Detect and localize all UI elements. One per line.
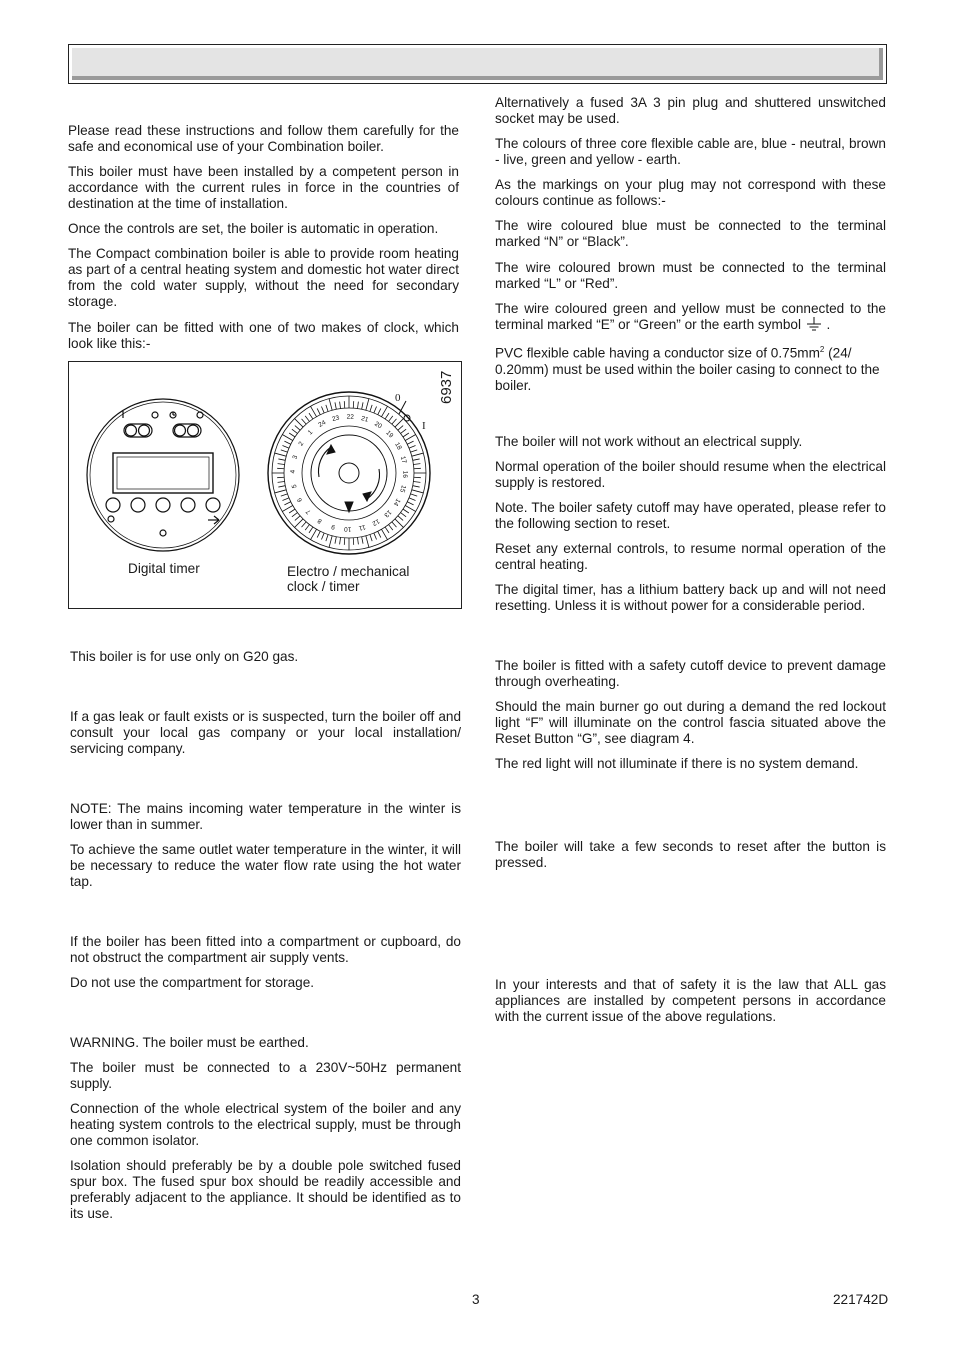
dial-number: 11	[358, 523, 367, 532]
dial-number: 7	[304, 507, 313, 516]
paragraph: WARNING. The boiler must be earthed.	[70, 1035, 309, 1050]
cable-size-paragraph	[495, 342, 886, 394]
dial-number: 20	[373, 420, 383, 431]
paragraph: The boiler will take a few seconds to reset after the button is pressed.	[495, 839, 886, 870]
dial-number: 8	[316, 516, 324, 525]
dial-number: 4	[289, 469, 297, 474]
dial-number: 6	[296, 496, 304, 504]
dial-number: 23	[331, 414, 341, 424]
paragraph: If the boiler has been fitted into a compartment or cupboard, do not obstruct the compartment air supply vents.	[70, 934, 461, 965]
digital-timer-label: Digital timer	[128, 561, 200, 576]
paragraph: Please read these instructions and follow them carefully for the safe and economical use of your Combination boiler.	[68, 123, 459, 154]
dial-number: 13	[382, 508, 393, 519]
dial-number: 19	[384, 429, 395, 440]
dial-number: 5	[290, 483, 299, 489]
paragraph: The boiler is fitted with a safety cutoff device to prevent damage through overheating.	[495, 658, 886, 689]
dial-number: 15	[398, 484, 407, 494]
paragraph: The boiler must be connected to a 230V~50Hz permanent supply.	[70, 1060, 461, 1091]
paragraph: The colours of three core flexible cable are, blue - neutral, brown - live, green and yellow - earth.	[495, 136, 886, 167]
paragraph: Once the controls are set, the boiler is automatic in operation.	[68, 221, 439, 236]
cable-size-text-cont: (24/ 0.20mm) must be used within the boiler casing to connect to the boiler.	[495, 345, 880, 393]
dial-number: 14	[391, 497, 402, 507]
paragraph: Note. The boiler safety cutoff may have operated, please refer to the following section to reset.	[495, 500, 886, 531]
dial-number: 9	[330, 522, 337, 531]
right-column	[495, 0, 886, 1040]
cable-size-text: PVC flexible cable having a conductor size of 0.75mm	[495, 345, 820, 361]
page-number: 3	[472, 1292, 480, 1307]
dial-number: 1	[306, 428, 315, 437]
dial-number: 24	[317, 419, 328, 429]
paragraph: Alternatively a fused 3A 3 pin plug and shuttered unswitched socket may be used.	[495, 95, 886, 126]
paragraph: Normal operation of the boiler should resume when the electrical supply is restored.	[495, 459, 886, 490]
earth-paragraph: The wire coloured green and yellow must be connected to the terminal marked “E” or “Green” or the earth symbol .	[495, 301, 886, 332]
paragraph: Should the main burner go out during a demand the red lockout light “F” will illuminate on the control fascia situated above the Reset Button “G”, see diagram 4.	[495, 699, 886, 746]
paragraph: Reset any external controls, to resume normal operation of the central heating.	[495, 541, 886, 572]
earth-text: The wire coloured green and yellow must be connected to the terminal marked “E” or “Green” or the earth symbol	[495, 301, 886, 332]
paragraph: To achieve the same outlet water temperature in the winter, it will be necessary to reduce the water flow rate using the hot water tap.	[70, 842, 461, 889]
paragraph: As the markings on your plug may not correspond with these colours continue as follows:-	[495, 177, 886, 208]
clock-mark-one: I	[422, 420, 426, 432]
paragraph: The red light will not illuminate if there is no system demand.	[495, 756, 859, 771]
paragraph: Do not use the compartment for storage.	[70, 975, 315, 990]
dial-number: 12	[370, 517, 381, 527]
dial-number: 16	[401, 470, 409, 479]
paragraph: This boiler is for use only on G20 gas.	[70, 649, 299, 664]
dial-number: 10	[343, 525, 352, 533]
dial-number: 22	[346, 413, 355, 421]
superscript-two: 2	[819, 345, 825, 354]
paragraph: The digital timer, has a lithium battery back up and will not need resetting. Unless it is without power for a considerable period.	[495, 582, 886, 613]
mechanical-clock-label: Electro / mechanical clock / timer	[287, 564, 410, 594]
paragraph: In your interests and that of safety it is the law that ALL gas appliances are installed by competent persons in accordance with the current issue of the above regulations.	[495, 977, 886, 1024]
left-column-sections	[70, 0, 461, 1240]
clock-mark-zero: 0	[395, 392, 401, 404]
paragraph: Isolation should preferably be by a double pole switched fused spur box. The fused spur box should be readily accessible and preferably adjacent to the appliance. It should be identified as to its use.	[70, 1158, 461, 1221]
dial-number: 21	[360, 415, 370, 424]
figure-reference-number: 6937	[438, 370, 455, 404]
paragraph: If a gas leak or fault exists or is suspected, turn the boiler off and consult your local gas company or your local installation/ servicing company.	[70, 709, 461, 756]
paragraph: NOTE: The mains incoming water temperature in the winter is lower than in summer.	[70, 801, 461, 832]
paragraph: The wire coloured blue must be connected to the terminal marked “N” or “Black”.	[495, 218, 886, 249]
document-code: 221742D	[833, 1292, 889, 1307]
paragraph: The boiler will not work without an electrical supply.	[495, 434, 803, 449]
dial-number: 17	[398, 455, 408, 465]
paragraph: The Compact combination boiler is able to provide room heating as part of a central heating system and domestic hot water direct from the cold water supply, without the need for secondary storage.	[68, 246, 459, 309]
paragraph: This boiler must have been installed by a competent person in accordance with the current rules in force in the countries of destination at the time of installation.	[68, 164, 459, 211]
paragraph: Connection of the whole electrical system of the boiler and any heating system controls to the electrical supply, must be through one common isolator.	[70, 1101, 461, 1148]
earth-symbol-icon	[805, 317, 823, 331]
dial-number: 3	[291, 454, 300, 461]
dial-number: 2	[297, 440, 306, 448]
paragraph: The wire coloured brown must be connected to the terminal marked “L” or “Red”.	[495, 260, 886, 291]
dial-number: 18	[393, 441, 403, 452]
paragraph: The boiler can be fitted with one of two makes of clock, which look like this:-	[68, 320, 459, 351]
